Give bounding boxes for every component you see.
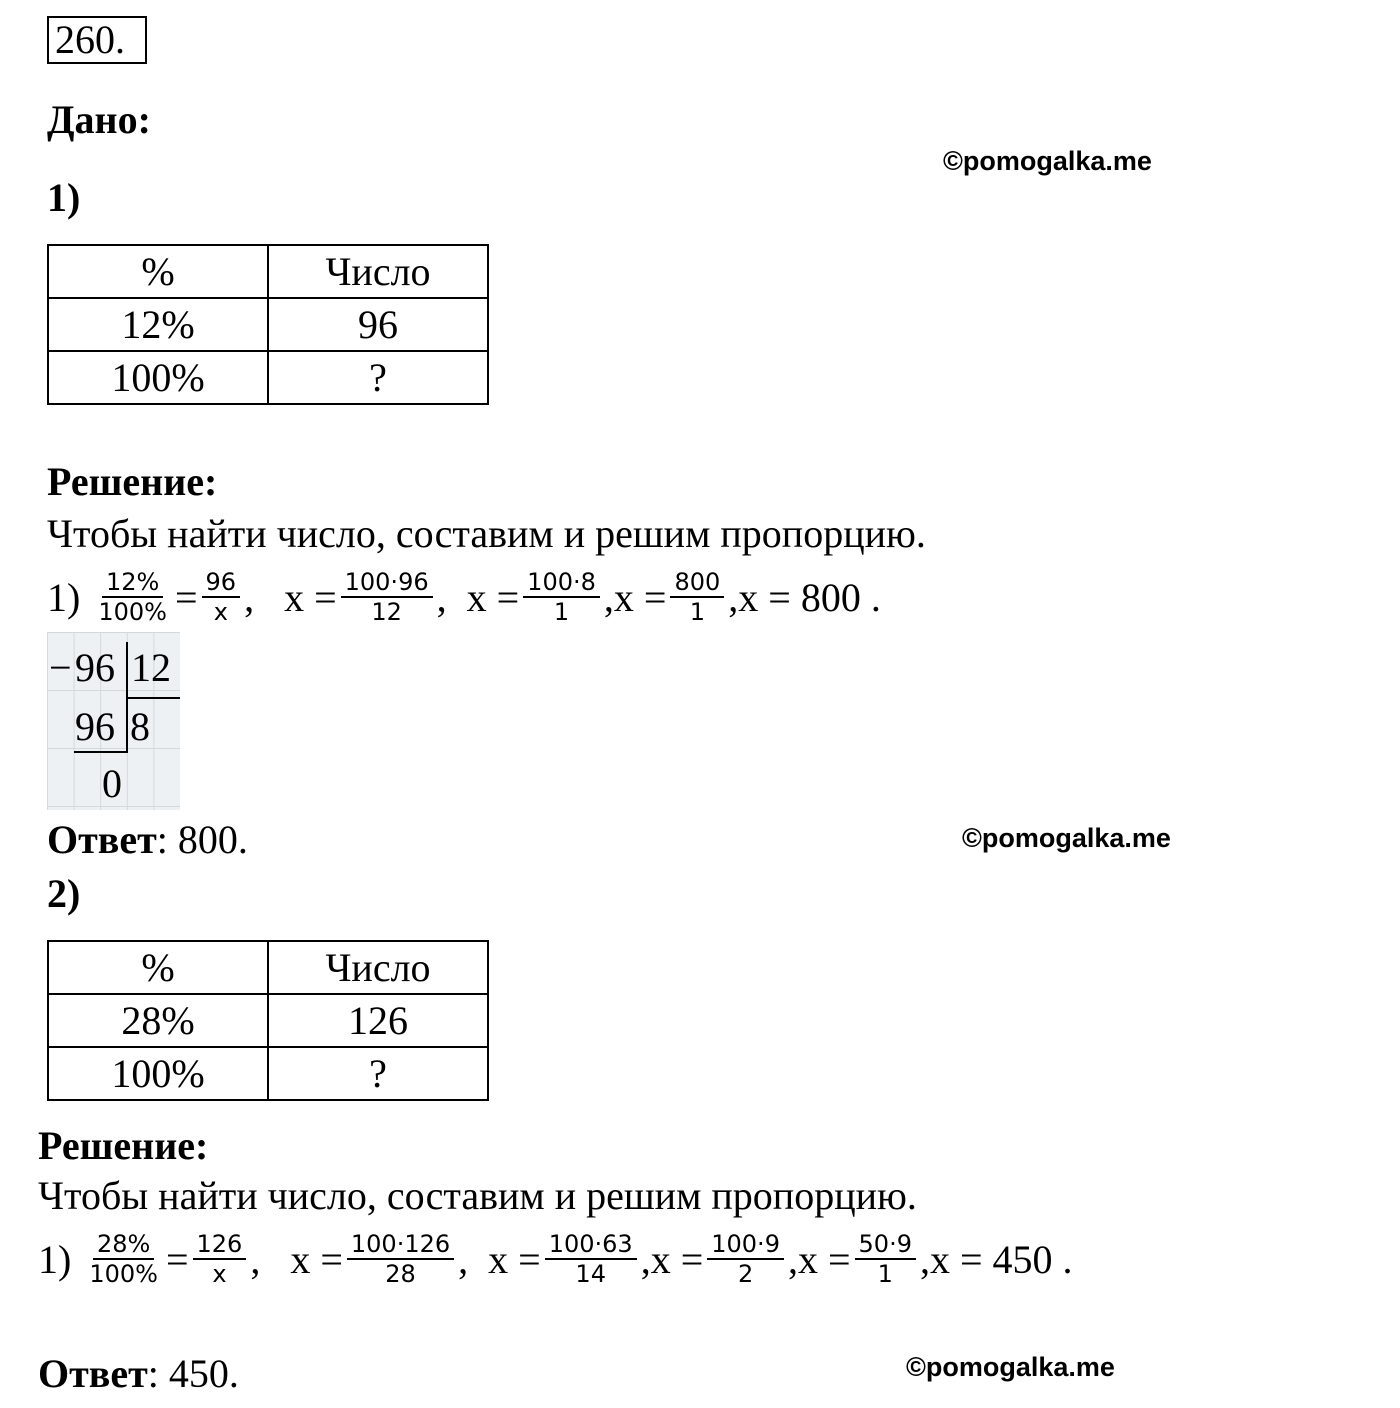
part1-intro-text: Чтобы найти число, составим и решим пропорцию. <box>47 511 926 556</box>
table-cell: 28% <box>48 994 268 1047</box>
fraction <box>85 1230 162 1288</box>
denominator: 1 <box>877 1260 893 1288</box>
equals-sign: = <box>165 1236 189 1282</box>
fraction <box>347 1230 454 1288</box>
part1-equation <box>47 562 881 632</box>
fraction <box>193 1230 247 1288</box>
table-cell: 100% <box>48 351 268 404</box>
step-label: 1) <box>47 574 81 620</box>
denominator: 12 <box>371 598 402 626</box>
table-cell: 12% <box>48 298 268 351</box>
table-row <box>48 298 488 351</box>
table-header-row <box>48 941 488 994</box>
numerator: 800 <box>670 568 724 598</box>
table-cell: ? <box>268 351 488 404</box>
denominator: 14 <box>575 1260 606 1288</box>
numerator: 96 <box>202 568 241 598</box>
numerator: 100·63 <box>545 1230 637 1260</box>
table-header-percent: % <box>48 245 268 298</box>
part2-answer <box>38 1352 239 1396</box>
fraction <box>545 1230 637 1288</box>
equation-text: , x = <box>244 574 337 620</box>
fraction <box>523 568 600 626</box>
denominator: 2 <box>737 1260 754 1288</box>
table-header-percent: % <box>48 941 268 994</box>
answer-label: Ответ <box>47 817 157 862</box>
denominator: 1 <box>689 598 705 626</box>
numerator: 100·96 <box>341 568 433 598</box>
table-row <box>48 1047 488 1100</box>
equation-text: ,x = <box>787 1236 851 1282</box>
remainder: 0 <box>102 761 122 806</box>
table-cell: 126 <box>268 994 488 1047</box>
minus-sign: − <box>49 645 72 690</box>
denominator: 100% <box>89 1260 158 1288</box>
fraction <box>341 568 433 626</box>
denominator: 28 <box>385 1260 416 1288</box>
table-cell: ? <box>268 1047 488 1100</box>
part1-solution-heading: Решение: <box>47 459 218 504</box>
numerator: 126 <box>193 1230 247 1260</box>
given-heading: Дано: <box>47 97 151 142</box>
watermark-middle: ©pomogalka.me <box>962 823 1171 853</box>
answer-value: : 450. <box>147 1351 239 1396</box>
numerator: 100·8 <box>523 568 600 598</box>
answer-label: Ответ <box>38 1351 148 1396</box>
part2-label: 2) <box>47 871 81 916</box>
part1-label: 1) <box>47 175 81 220</box>
denominator: 100% <box>98 598 167 626</box>
subtrahend: 96 <box>75 704 115 749</box>
equation-text: ,x = <box>640 1236 704 1282</box>
equation-text: ,x = 450 . <box>919 1236 1073 1282</box>
fraction <box>670 568 724 626</box>
part1-table <box>47 244 489 405</box>
problem-number: 260. <box>47 16 147 64</box>
fraction <box>94 568 171 626</box>
part1-answer <box>47 818 248 862</box>
equation-text: ,x = 800 . <box>728 574 881 620</box>
fraction <box>855 1230 916 1288</box>
numerator: 100·9 <box>707 1230 784 1260</box>
denominator: x <box>213 598 228 626</box>
numerator: 28% <box>93 1230 154 1260</box>
equation-text: , x = <box>250 1236 343 1282</box>
part2-table <box>47 940 489 1101</box>
step-label: 1) <box>38 1236 72 1282</box>
watermark-top: ©pomogalka.me <box>943 146 1152 176</box>
table-cell: 96 <box>268 298 488 351</box>
fraction <box>202 568 241 626</box>
numerator: 100·126 <box>347 1230 454 1260</box>
division-quotient-line <box>126 697 180 699</box>
dividend: 96 <box>75 645 115 690</box>
equation-text: , x = <box>458 1236 541 1282</box>
numerator: 50·9 <box>855 1230 916 1260</box>
division-subtract-line <box>74 751 128 753</box>
numerator: 12% <box>102 568 163 598</box>
divisor: 12 <box>131 645 171 690</box>
table-row <box>48 351 488 404</box>
part2-equation <box>38 1224 1073 1294</box>
denominator: 1 <box>553 598 570 626</box>
table-cell: 100% <box>48 1047 268 1100</box>
denominator: x <box>212 1260 227 1288</box>
table-header-number: Число <box>268 245 488 298</box>
fraction <box>707 1230 784 1288</box>
part2-solution-heading: Решение: <box>38 1123 209 1168</box>
table-header-row <box>48 245 488 298</box>
quotient: 8 <box>130 704 150 749</box>
part2-intro-text: Чтобы найти число, составим и решим пропорцию. <box>38 1173 917 1218</box>
equals-sign: = <box>174 574 198 620</box>
equation-text: , x = <box>436 574 520 620</box>
watermark-bottom: ©pomogalka.me <box>906 1352 1115 1382</box>
answer-value: : 800. <box>156 817 248 862</box>
equation-text: ,x = <box>603 574 667 620</box>
table-header-number: Число <box>268 941 488 994</box>
table-row <box>48 994 488 1047</box>
